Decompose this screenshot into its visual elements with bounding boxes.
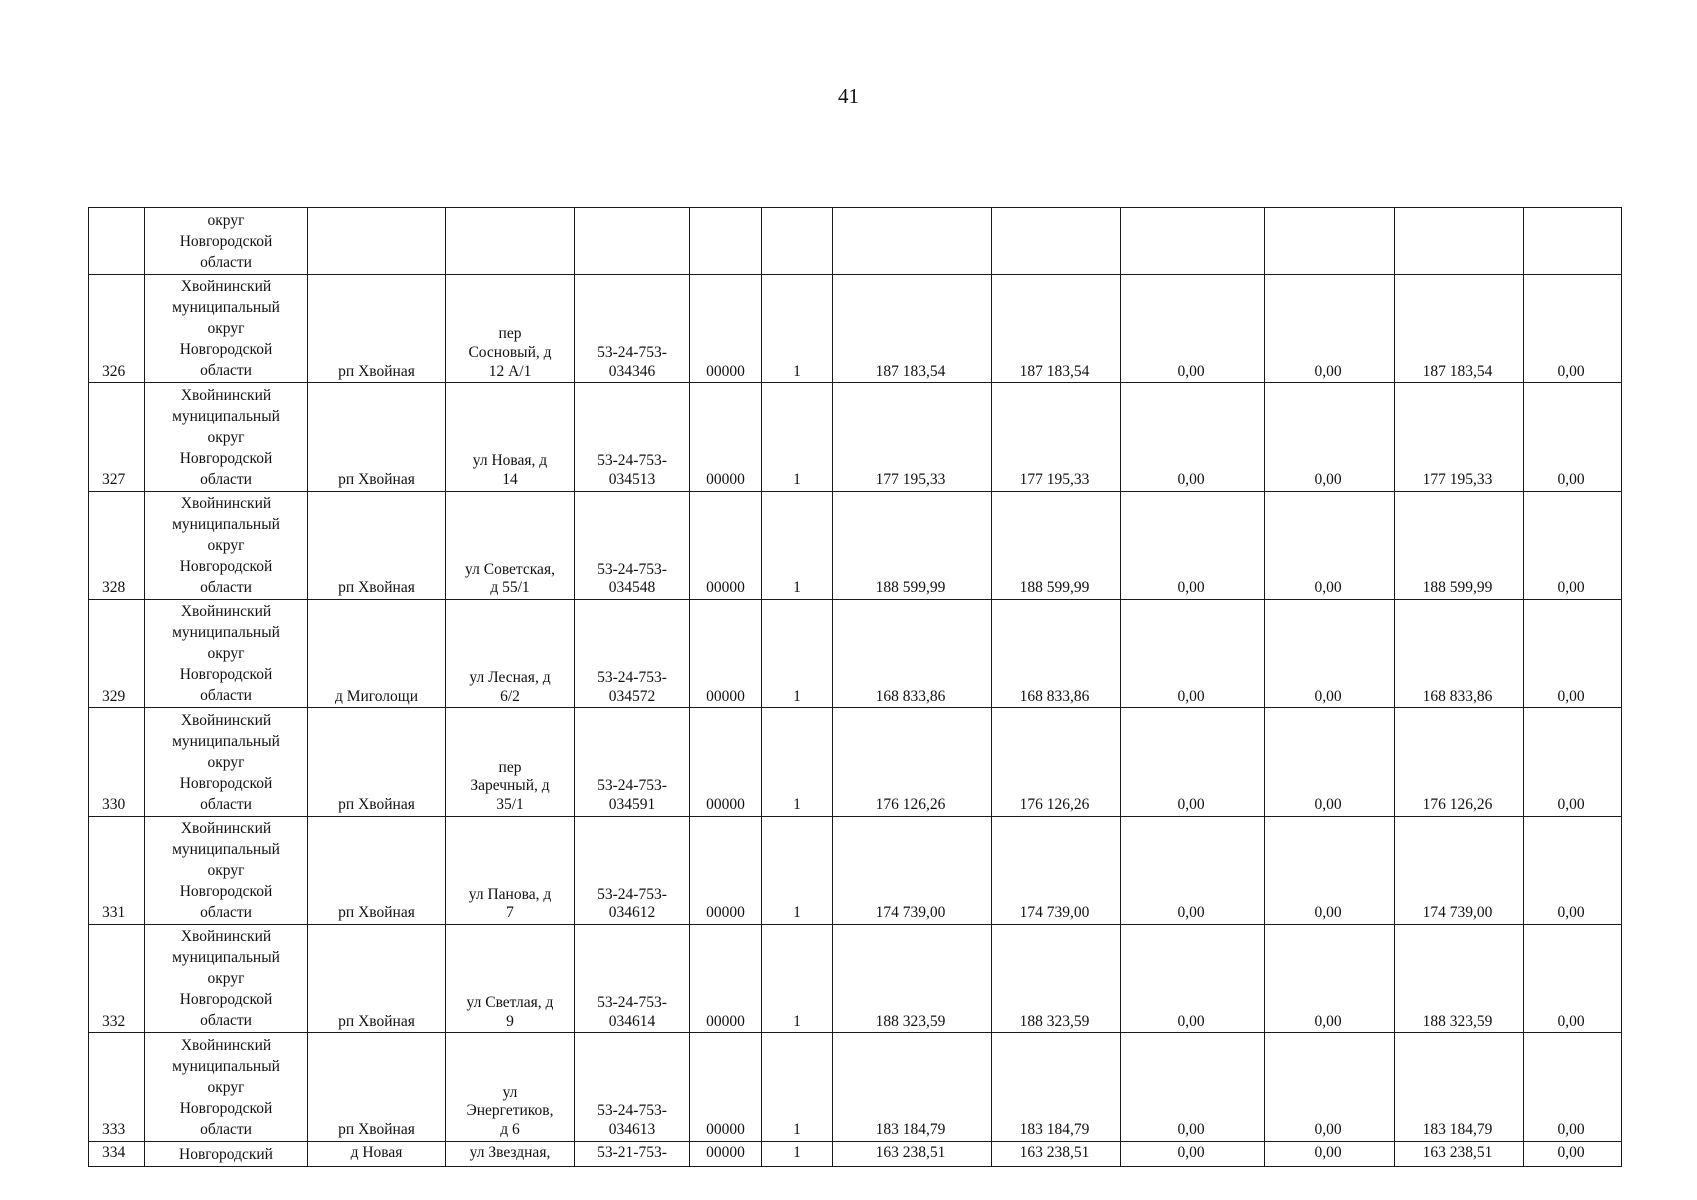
table-row — [89, 708, 1622, 816]
num-cell: 328 — [89, 491, 145, 599]
municipality-line: области — [200, 795, 252, 813]
code-line: 034613 — [608, 1120, 656, 1138]
municipality-line: Новгородской — [179, 774, 273, 792]
registry-body — [89, 208, 1622, 1167]
amount1-cell: 177 195,33 — [833, 383, 992, 491]
amount5-cell: 187 183,54 — [1395, 274, 1524, 382]
municipality-line: муниципальный — [172, 732, 280, 750]
table-row — [89, 1141, 1622, 1166]
amount2-cell: 187 183,54 — [992, 274, 1121, 382]
municipality-line: округ — [207, 970, 245, 988]
code-cell — [575, 491, 690, 599]
amount6-cell: 0,00 — [1524, 383, 1622, 491]
code-line: 034614 — [608, 1012, 656, 1030]
municipality-cell — [145, 708, 308, 816]
code-cell — [575, 1033, 690, 1141]
municipality-line: округ — [207, 861, 245, 879]
code-cell — [575, 383, 690, 491]
settlement-cell: рп Хвойная — [308, 816, 446, 924]
amount2-cell — [992, 208, 1121, 275]
code-cell — [575, 599, 690, 707]
municipality-line: округ — [207, 1078, 245, 1096]
amount4-cell: 0,00 — [1265, 491, 1395, 599]
municipality-cell — [145, 491, 308, 599]
amount6-cell: 0,00 — [1524, 1033, 1622, 1141]
address-line: 9 — [506, 1012, 514, 1030]
col7-cell: 1 — [762, 599, 833, 707]
address-line: 12 А/1 — [488, 362, 532, 380]
municipality-line: области — [200, 687, 252, 705]
municipality-line: Хвойнинский — [180, 819, 272, 837]
amount2-cell: 188 323,59 — [992, 924, 1121, 1032]
code-cell — [575, 816, 690, 924]
address-cell — [446, 1141, 575, 1166]
code-line: 034612 — [608, 904, 656, 922]
amount2-cell: 177 195,33 — [992, 383, 1121, 491]
amount6-cell: 0,00 — [1524, 599, 1622, 707]
amount5-cell: 188 323,59 — [1395, 924, 1524, 1032]
municipality-line: области — [200, 470, 252, 488]
code-line: 53-24-753- — [597, 994, 667, 1012]
municipality-line: Хвойнинский — [180, 386, 272, 404]
code-line: 53-24-753- — [597, 777, 667, 795]
code-line: 034346 — [608, 362, 656, 380]
amount1-cell: 187 183,54 — [833, 274, 992, 382]
code-line: 53-21-753- — [597, 1143, 667, 1161]
amount4-cell: 0,00 — [1265, 816, 1395, 924]
amount6-cell: 0,00 — [1524, 1141, 1622, 1166]
amount4-cell: 0,00 — [1265, 924, 1395, 1032]
amount1-cell — [833, 208, 992, 275]
municipality-line: муниципальный — [172, 840, 280, 858]
municipality-line: округ — [207, 536, 245, 554]
address-line: Энергетиков, — [466, 1102, 554, 1120]
municipality-cell — [145, 924, 308, 1032]
num-cell: 327 — [89, 383, 145, 491]
municipality-line: области — [200, 903, 252, 921]
amount2-cell: 174 739,00 — [992, 816, 1121, 924]
address-cell — [446, 274, 575, 382]
table-row — [89, 599, 1622, 707]
col7-cell: 1 — [762, 383, 833, 491]
municipality-line: Новгородской — [179, 1099, 273, 1117]
municipality-cell — [145, 599, 308, 707]
municipality-line: области — [200, 253, 252, 271]
settlement-cell: рп Хвойная — [308, 708, 446, 816]
amount4-cell: 0,00 — [1265, 1141, 1395, 1166]
num-cell — [89, 208, 145, 275]
municipality-line: округ — [207, 320, 245, 338]
registry-table — [88, 207, 1622, 1167]
table-row — [89, 491, 1622, 599]
municipality-line: Новгородской — [179, 991, 273, 1009]
table-row — [89, 924, 1622, 1032]
settlement-cell: д Новая — [308, 1141, 446, 1166]
address-cell — [446, 1033, 575, 1141]
col6-cell: 00000 — [690, 1033, 762, 1141]
municipality-line: Хвойнинский — [180, 711, 272, 729]
amount1-cell: 168 833,86 — [833, 599, 992, 707]
address-line: пер — [498, 758, 522, 776]
code-line: 034572 — [608, 687, 656, 705]
amount1-cell: 188 599,99 — [833, 491, 992, 599]
municipality-line: области — [200, 362, 252, 380]
address-cell — [446, 208, 575, 275]
code-cell — [575, 924, 690, 1032]
amount3-cell: 0,00 — [1121, 708, 1265, 816]
col6-cell: 00000 — [690, 491, 762, 599]
municipality-line: муниципальный — [172, 407, 280, 425]
col6-cell: 00000 — [690, 383, 762, 491]
code-line: 53-24-753- — [597, 452, 667, 470]
municipality-line: Хвойнинский — [180, 928, 272, 946]
address-cell — [446, 708, 575, 816]
address-line: пер — [498, 325, 522, 343]
col6-cell: 00000 — [690, 816, 762, 924]
amount6-cell: 0,00 — [1524, 274, 1622, 382]
settlement-cell: д Миголощи — [308, 599, 446, 707]
table-row-continuation — [89, 208, 1622, 275]
amount3-cell: 0,00 — [1121, 816, 1265, 924]
amount5-cell: 183 184,79 — [1395, 1033, 1524, 1141]
col6-cell: 00000 — [690, 274, 762, 382]
col7-cell: 1 — [762, 1141, 833, 1166]
amount3-cell — [1121, 208, 1265, 275]
amount6-cell: 0,00 — [1524, 708, 1622, 816]
amount6-cell: 0,00 — [1524, 816, 1622, 924]
amount3-cell: 0,00 — [1121, 924, 1265, 1032]
amount5-cell: 188 599,99 — [1395, 491, 1524, 599]
address-line: Сосновый, д — [468, 343, 552, 361]
amount5-cell: 174 739,00 — [1395, 816, 1524, 924]
address-cell — [446, 599, 575, 707]
municipality-line: Новгородской — [179, 882, 273, 900]
address-cell — [446, 924, 575, 1032]
municipality-line: муниципальный — [172, 299, 280, 317]
code-cell — [575, 208, 690, 275]
settlement-cell: рп Хвойная — [308, 924, 446, 1032]
municipality-line: муниципальный — [172, 949, 280, 967]
table-row — [89, 1033, 1622, 1141]
address-line: 6/2 — [500, 687, 520, 705]
address-line: ул Лесная, д — [469, 669, 551, 687]
municipality-line: Новгородской — [179, 666, 273, 684]
amount1-cell: 176 126,26 — [833, 708, 992, 816]
settlement-cell: рп Хвойная — [308, 1033, 446, 1141]
amount6-cell: 0,00 — [1524, 491, 1622, 599]
municipality-line: округ — [207, 753, 245, 771]
table-row — [89, 383, 1622, 491]
amount4-cell: 0,00 — [1265, 708, 1395, 816]
amount3-cell: 0,00 — [1121, 383, 1265, 491]
col7-cell: 1 — [762, 924, 833, 1032]
amount5-cell: 168 833,86 — [1395, 599, 1524, 707]
col6-cell: 00000 — [690, 708, 762, 816]
municipality-line: муниципальный — [172, 624, 280, 642]
num-cell: 326 — [89, 274, 145, 382]
municipality-line: округ — [207, 645, 245, 663]
amount5-cell: 163 238,51 — [1395, 1141, 1524, 1166]
amount3-cell: 0,00 — [1121, 274, 1265, 382]
municipality-line: Хвойнинский — [180, 494, 272, 512]
amount1-cell: 174 739,00 — [833, 816, 992, 924]
code-cell — [575, 708, 690, 816]
municipality-line: муниципальный — [172, 1057, 280, 1075]
table-row — [89, 274, 1622, 382]
amount4-cell: 0,00 — [1265, 1033, 1395, 1141]
code-line: 53-24-753- — [597, 343, 667, 361]
municipality-line: округ — [207, 211, 245, 229]
col7-cell: 1 — [762, 708, 833, 816]
municipality-line: Хвойнинский — [180, 603, 272, 621]
address-cell — [446, 816, 575, 924]
address-line: 35/1 — [496, 795, 524, 813]
address-line: д 55/1 — [490, 579, 530, 597]
amount3-cell: 0,00 — [1121, 599, 1265, 707]
amount2-cell: 188 599,99 — [992, 491, 1121, 599]
amount5-cell: 176 126,26 — [1395, 708, 1524, 816]
address-cell — [446, 383, 575, 491]
municipality-line: округ — [207, 428, 245, 446]
municipality-cell — [145, 1141, 308, 1166]
amount4-cell: 0,00 — [1265, 599, 1395, 707]
code-line: 53-24-753- — [597, 885, 667, 903]
amount2-cell: 168 833,86 — [992, 599, 1121, 707]
amount5-cell — [1395, 208, 1524, 275]
municipality-cell — [145, 1033, 308, 1141]
col6-cell — [690, 208, 762, 275]
amount1-cell: 188 323,59 — [833, 924, 992, 1032]
code-line: 53-24-753- — [597, 560, 667, 578]
code-line: 53-24-753- — [597, 669, 667, 687]
page-number: 41 — [838, 84, 859, 108]
amount3-cell: 0,00 — [1121, 1141, 1265, 1166]
address-line: ул Звездная, — [469, 1143, 551, 1161]
table-row — [89, 816, 1622, 924]
address-line: ул Светлая, д — [466, 994, 554, 1012]
code-line: 034548 — [608, 579, 656, 597]
municipality-line: Хвойнинский — [180, 1036, 272, 1054]
amount2-cell: 163 238,51 — [992, 1141, 1121, 1166]
amount6-cell: 0,00 — [1524, 924, 1622, 1032]
municipality-line: Новгородской — [179, 557, 273, 575]
municipality-line: области — [200, 1012, 252, 1030]
col6-cell: 00000 — [690, 599, 762, 707]
address-line: ул — [502, 1083, 518, 1101]
amount1-cell: 183 184,79 — [833, 1033, 992, 1141]
settlement-cell: рп Хвойная — [308, 274, 446, 382]
municipality-cell — [145, 816, 308, 924]
address-line: ул Новая, д — [472, 452, 548, 470]
amount4-cell — [1265, 208, 1395, 275]
col6-cell: 00000 — [690, 924, 762, 1032]
address-line: ул Советская, — [465, 560, 555, 578]
municipality-cell — [145, 208, 308, 275]
amount1-cell: 163 238,51 — [833, 1141, 992, 1166]
municipality-line: области — [200, 1120, 252, 1138]
municipality-cell — [145, 383, 308, 491]
municipality-line: муниципальный — [172, 515, 280, 533]
code-line: 53-24-753- — [597, 1102, 667, 1120]
settlement-cell: рп Хвойная — [308, 491, 446, 599]
municipality-line: Новгородской — [179, 232, 273, 250]
num-cell: 334 — [89, 1141, 145, 1166]
code-cell — [575, 1141, 690, 1166]
col7-cell: 1 — [762, 274, 833, 382]
code-line: 034513 — [608, 470, 656, 488]
municipality-line: области — [200, 578, 252, 596]
col7-cell: 1 — [762, 816, 833, 924]
amount3-cell: 0,00 — [1121, 491, 1265, 599]
code-line: 034591 — [608, 795, 656, 813]
code-cell — [575, 274, 690, 382]
settlement-cell: рп Хвойная — [308, 383, 446, 491]
address-line: ул Панова, д — [468, 885, 552, 903]
amount4-cell: 0,00 — [1265, 274, 1395, 382]
municipality-line: Новгородский — [179, 1145, 273, 1163]
col7-cell: 1 — [762, 1033, 833, 1141]
address-line: Заречный, д — [470, 777, 550, 795]
col7-cell: 1 — [762, 491, 833, 599]
address-line: д 6 — [500, 1120, 520, 1138]
num-cell: 333 — [89, 1033, 145, 1141]
address-line: 7 — [506, 904, 514, 922]
address-cell — [446, 491, 575, 599]
num-cell: 332 — [89, 924, 145, 1032]
municipality-line: Новгородской — [179, 341, 273, 359]
num-cell: 329 — [89, 599, 145, 707]
amount4-cell: 0,00 — [1265, 383, 1395, 491]
address-line: 14 — [502, 470, 518, 488]
municipality-line: Новгородской — [179, 449, 273, 467]
num-cell: 331 — [89, 816, 145, 924]
amount5-cell: 177 195,33 — [1395, 383, 1524, 491]
amount2-cell: 176 126,26 — [992, 708, 1121, 816]
amount3-cell: 0,00 — [1121, 1033, 1265, 1141]
settlement-cell — [308, 208, 446, 275]
municipality-line: Хвойнинский — [180, 278, 272, 296]
num-cell: 330 — [89, 708, 145, 816]
amount6-cell — [1524, 208, 1622, 275]
amount2-cell: 183 184,79 — [992, 1033, 1121, 1141]
municipality-cell — [145, 274, 308, 382]
col6-cell: 00000 — [690, 1141, 762, 1166]
col7-cell — [762, 208, 833, 275]
